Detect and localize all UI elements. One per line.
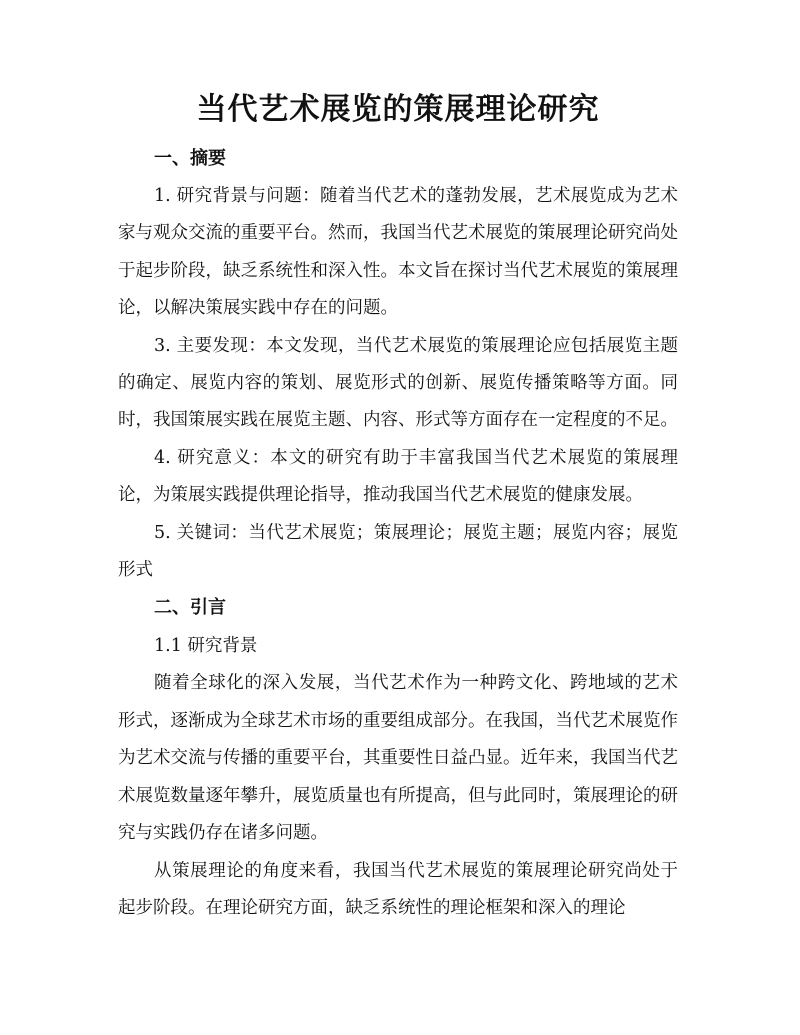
section-heading: 一、摘要 [154,148,226,169]
subsection-heading: 1.1 研究背景 [154,636,258,657]
section-introduction [118,589,678,927]
paragraph-background: 1. 研究背景与问题：随着当代艺术的蓬勃发展，艺术展览成为艺术家与观众交流的重要平台。然而，我国当代艺术展览的策展理论研究尚处于起步阶段，缺乏系统性和深入性。本文旨在探讨当代艺术展览的策展理论，以解决策展实践中存在的问题。 [118,186,678,319]
section-heading: 二、引言 [154,597,226,619]
document-title: 当代艺术展览的策展理论研究 [196,92,600,127]
paragraph-significance: 4. 研究意义：本文的研究有助于丰富我国当代艺术展览的策展理论，为策展实践提供理论指导，推动我国当代艺术展览的健康发展。 [118,447,678,506]
section-abstract [118,140,678,589]
paragraph-intro-1: 随着全球化的深入发展，当代艺术作为一种跨文化、跨地域的艺术形式，逐渐成为全球艺术市场的重要组成部分。在我国，当代艺术展览作为艺术交流与传播的重要平台，其重要性日益凸显。近年来，我国当代艺术展览数量逐年攀升，展览质量也有所提高，但与此同时，策展理论的研究与实践仍存在诸多问题。 [118,673,678,844]
paragraph-intro-2: 从策展理论的角度来看，我国当代艺术展览的策展理论研究尚处于起步阶段。在理论研究方面，缺乏系统性的理论框架和深入的理论 [118,860,678,918]
paragraph-findings: 3. 主要发现：本文发现，当代艺术展览的策展理论应包括展览主题的确定、展览内容的策划、展览形式的创新、展览传播策略等方面。同时，我国策展实践在展览主题、内容、形式等方面存在一定程度的不足。 [118,335,678,431]
paragraph-keywords: 5. 关键词：当代艺术展览；策展理论；展览主题；展览内容；展览形式 [118,522,678,581]
